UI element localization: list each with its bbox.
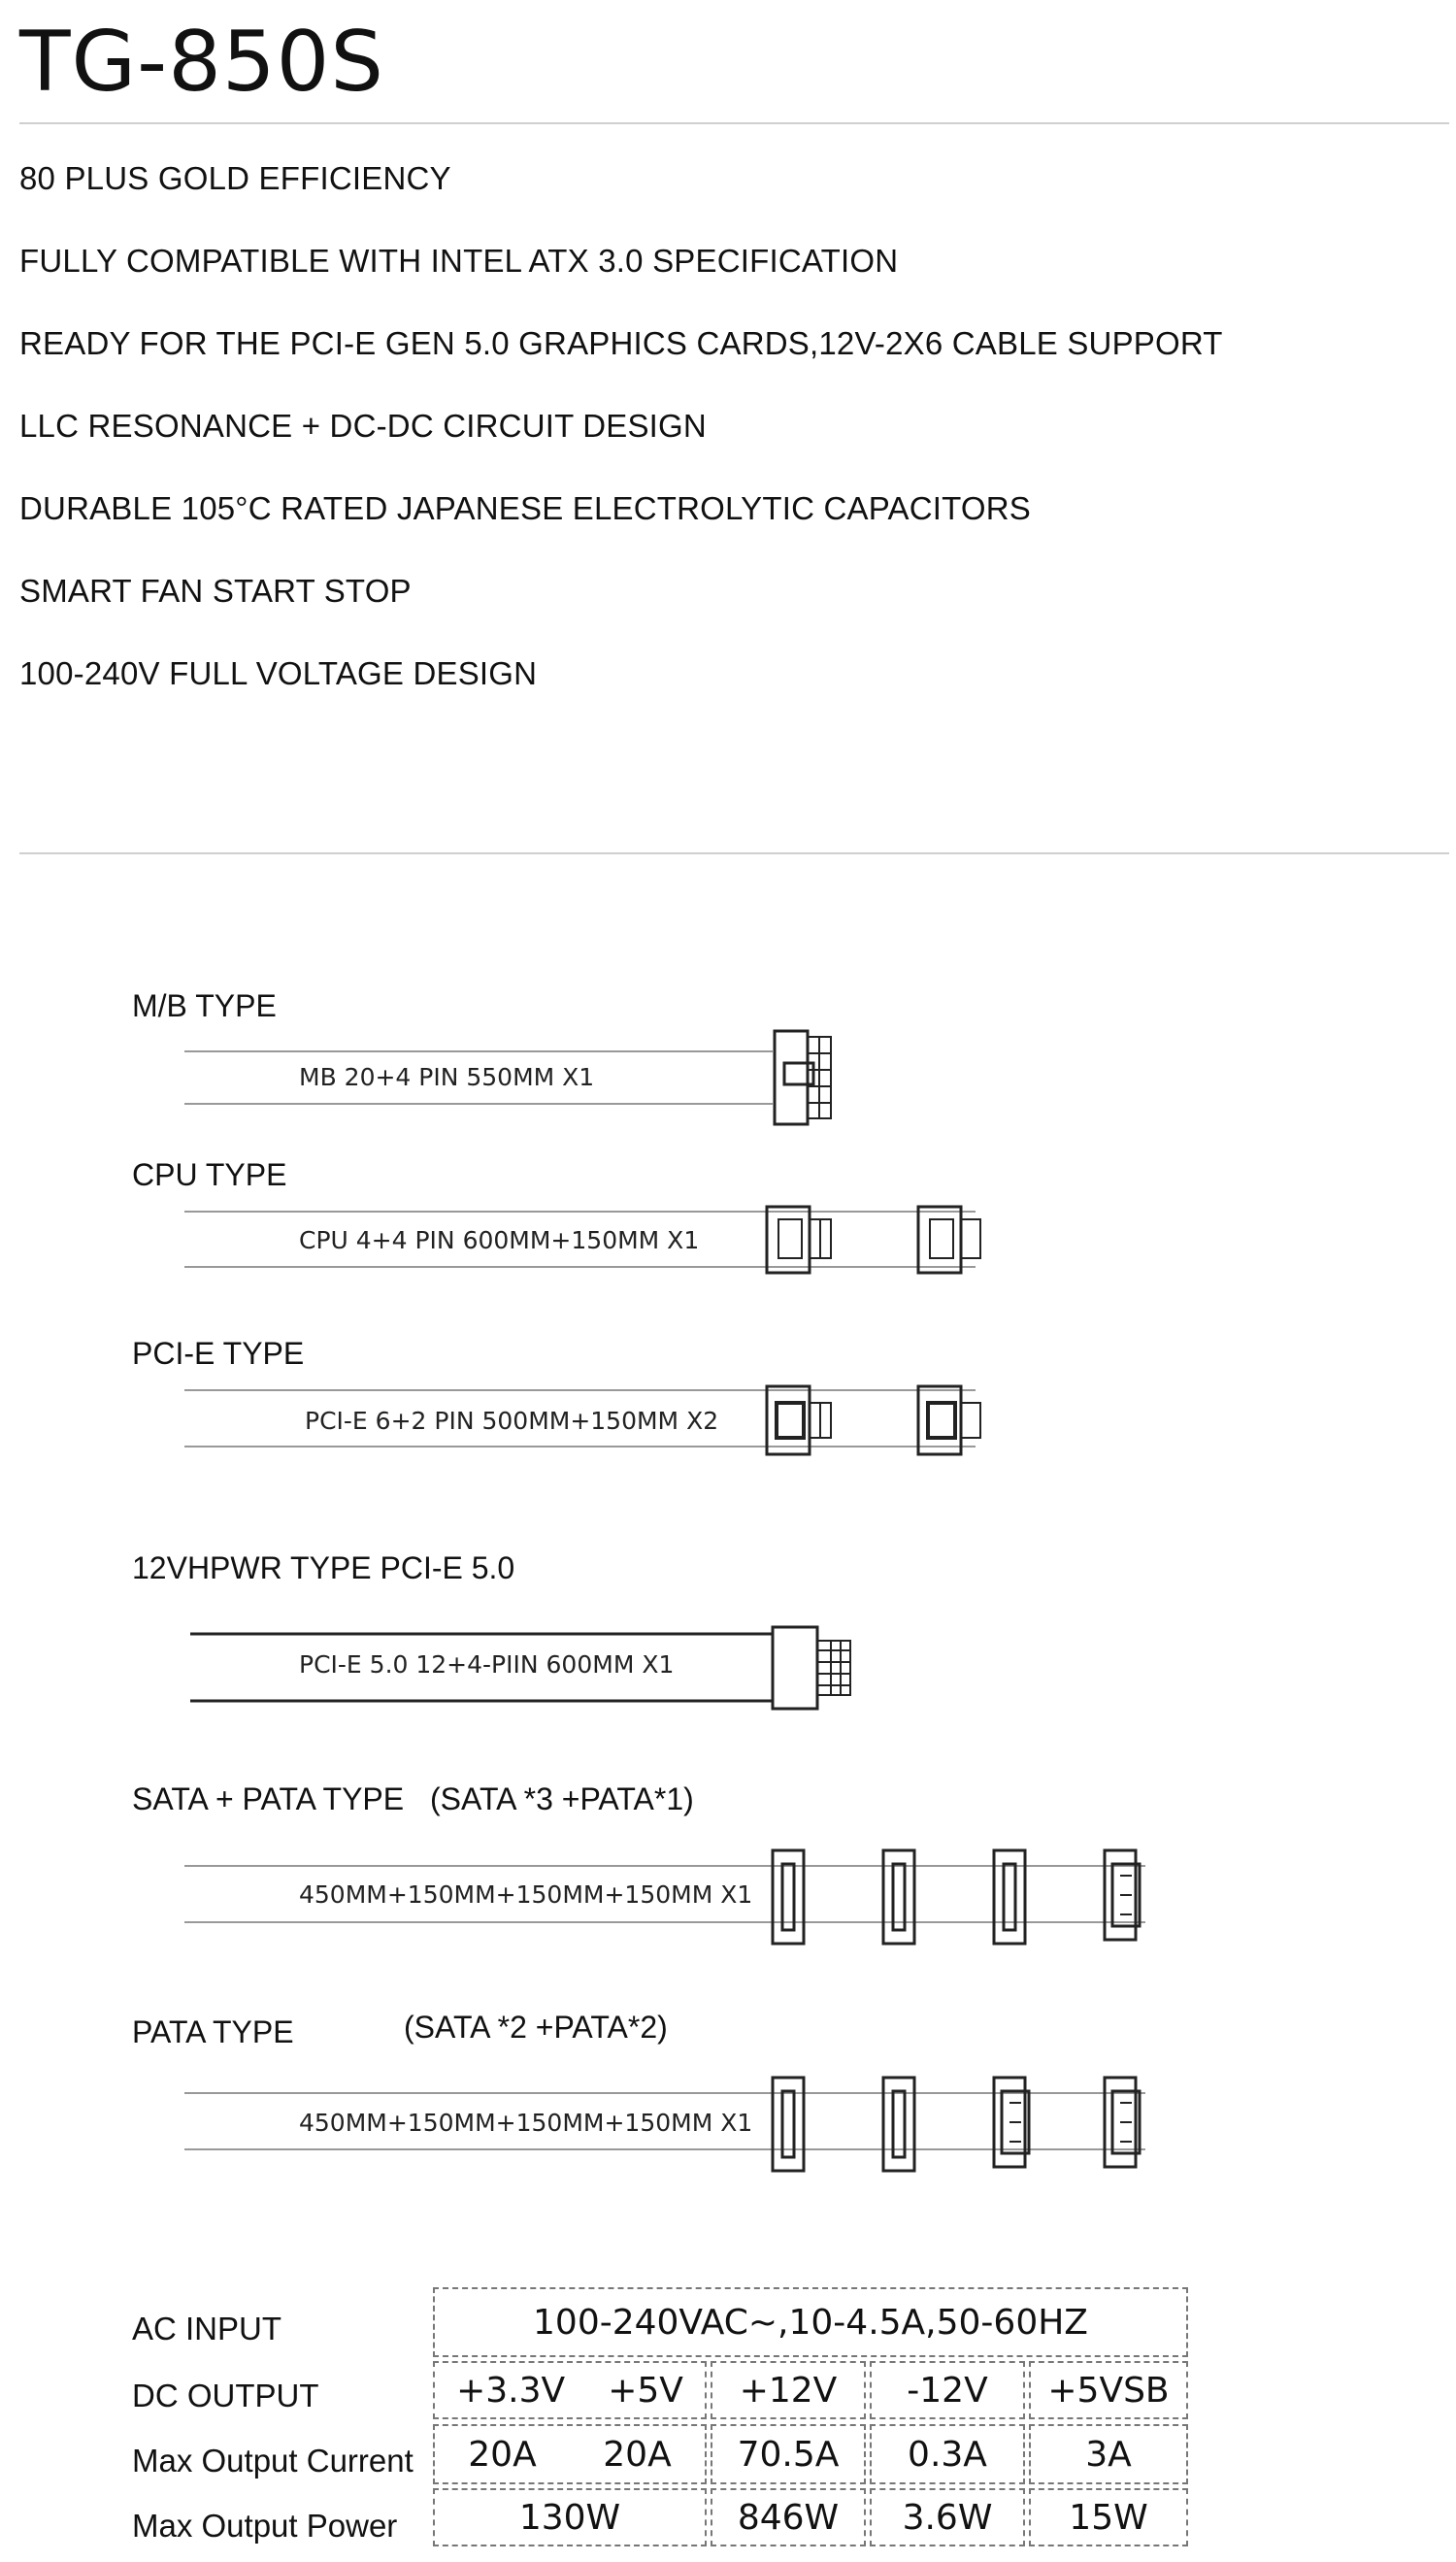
max-power-neg12v: 3.6W (870, 2488, 1025, 2546)
max-power-33-5: 130W (433, 2488, 707, 2546)
pcie-cable-label: PCI-E 6+2 PIN 500MM+150MM X2 (305, 1407, 719, 1435)
max-power-5vsb: 15W (1029, 2488, 1188, 2546)
max-current-5vsb: 3A (1029, 2424, 1188, 2484)
max-current-neg12v: 0.3A (870, 2424, 1025, 2484)
mb-cable-label: MB 20+4 PIN 550MM X1 (299, 1063, 595, 1091)
dc-output-5vsb: +5VSB (1029, 2361, 1188, 2419)
feature-item: 80 PLUS GOLD EFFICIENCY (19, 160, 451, 196)
sata-type-title: SATA + PATA TYPE (132, 1781, 405, 1816)
dc-output-5v: +5V (608, 2370, 683, 2411)
ac-input-label: AC INPUT (132, 2311, 282, 2346)
feature-item: LLC RESONANCE + DC-DC CIRCUIT DESIGN (19, 408, 707, 444)
pata-type-title: PATA TYPE (132, 2014, 294, 2049)
dc-output-12v: +12V (711, 2361, 866, 2419)
pata-type-count: (SATA *2 +PATA*2) (404, 2010, 668, 2045)
feature-item: FULLY COMPATIBLE WITH INTEL ATX 3.0 SPECIFICATION (19, 243, 899, 279)
sata-cable-label: 450MM+150MM+150MM+150MM X1 (299, 1880, 753, 1909)
max-current-33-5-cell (433, 2424, 707, 2484)
sata-type-count: (SATA *3 +PATA*1) (430, 1781, 694, 1816)
hpwr-cable-label: PCI-E 5.0 12+4-PIIN 600MM X1 (299, 1650, 675, 1679)
feature-item: SMART FAN START STOP (19, 573, 412, 609)
pata-cable-label: 450MM+150MM+150MM+150MM X1 (299, 2109, 753, 2137)
cpu-cable-label: CPU 4+4 PIN 600MM+150MM X1 (299, 1226, 700, 1254)
feature-item: DURABLE 105°C RATED JAPANESE ELECTROLYTIC CAPACITORS (19, 490, 1031, 526)
max-power-label: Max Output Power (132, 2508, 398, 2544)
mb-type-title: M/B TYPE (132, 988, 277, 1023)
ac-input-value: 100-240VAC~,10-4.5A,50-60HZ (433, 2287, 1188, 2357)
feature-item: 100-240V FULL VOLTAGE DESIGN (19, 655, 538, 691)
max-current-5v: 20A (603, 2434, 672, 2475)
dc-output-33v: +3.3V (456, 2370, 566, 2411)
max-current-label: Max Output Current (132, 2443, 414, 2479)
pcie-type-title: PCI-E TYPE (132, 1336, 305, 1371)
cpu-type-title: CPU TYPE (132, 1157, 287, 1192)
hpwr-type-title: 12VHPWR TYPE PCI-E 5.0 (132, 1550, 515, 1585)
dc-output-label: DC OUTPUT (132, 2378, 319, 2413)
dc-output-neg12v: -12V (870, 2361, 1025, 2419)
max-current-12v: 70.5A (711, 2424, 866, 2484)
max-power-12v: 846W (711, 2488, 866, 2546)
feature-item: READY FOR THE PCI-E GEN 5.0 GRAPHICS CARDS,12V-2X6 CABLE SUPPORT (19, 325, 1223, 361)
dc-output-33-5-cell (433, 2361, 707, 2419)
max-current-33v: 20A (468, 2434, 537, 2475)
product-title: TG-850S (19, 14, 384, 111)
